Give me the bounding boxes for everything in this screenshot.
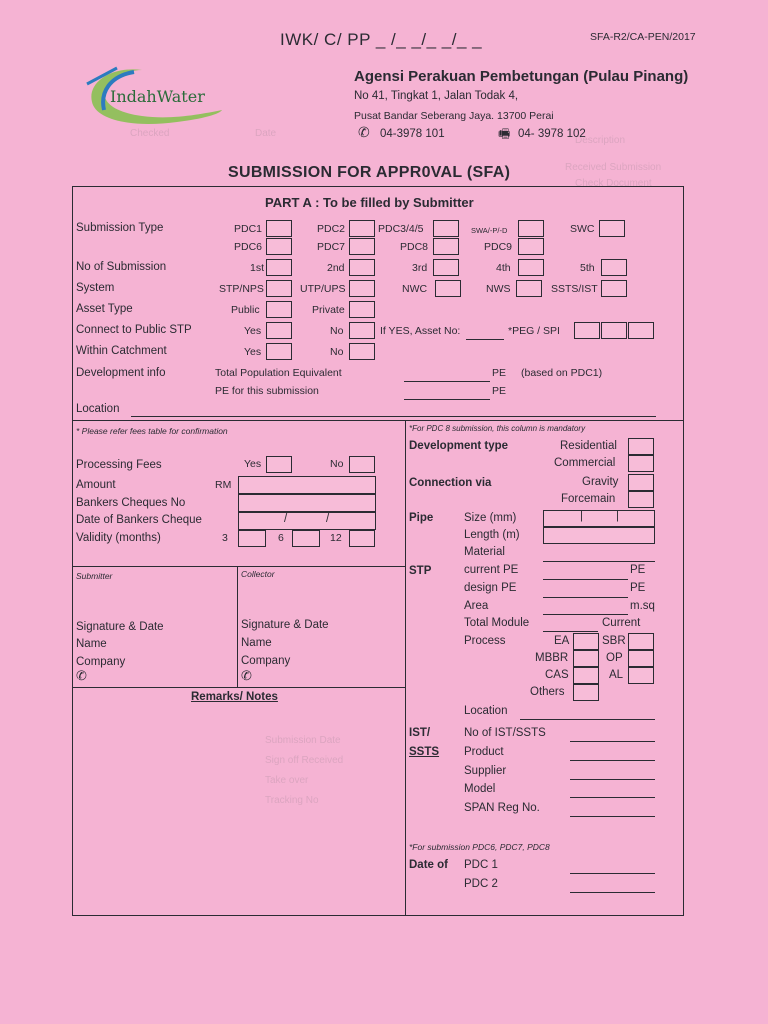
pdc6-label: PDC6 — [234, 241, 263, 253]
pipe-label: Pipe — [409, 512, 434, 524]
private-label: Private — [312, 304, 345, 316]
catchment-yes-label: Yes — [244, 346, 262, 358]
part-a-title: PART A : To be filled by Submitter — [265, 195, 474, 210]
nws-checkbox[interactable] — [516, 280, 542, 297]
peg-spi-checkbox-3[interactable] — [628, 322, 654, 339]
public-label: Public — [231, 304, 260, 316]
cheques-no-label: Bankers Cheques No — [76, 497, 186, 509]
private-checkbox[interactable] — [349, 301, 375, 318]
pipe-size-label: Size (mm) — [464, 512, 517, 524]
gravity-label: Gravity — [582, 476, 619, 488]
rm-label: RM — [215, 479, 232, 491]
submitter-company-label: Company — [76, 656, 126, 668]
connect-no-checkbox[interactable] — [349, 322, 375, 339]
total-module-field[interactable] — [543, 631, 598, 632]
catchment-yes-checkbox[interactable] — [266, 343, 292, 360]
amount-label: Amount — [76, 479, 116, 491]
pdc7-label: PDC7 — [317, 241, 346, 253]
phone-icon: ✆ — [358, 124, 370, 140]
validity-3-label: 3 — [222, 532, 228, 544]
no-ist-field[interactable] — [570, 741, 655, 742]
fourth-checkbox[interactable] — [518, 259, 544, 276]
nws-label: NWS — [486, 283, 511, 295]
fifth-label: 5th — [580, 262, 595, 274]
submission-type-label: Submission Type — [76, 222, 164, 234]
pdc1-date-label: PDC 1 — [464, 859, 498, 871]
op-label: OP — [606, 652, 623, 664]
commercial-label: Commercial — [554, 457, 616, 469]
first-label: 1st — [250, 262, 265, 274]
current-label: Current — [602, 617, 641, 629]
span-reg-label: SPAN Reg No. — [464, 802, 540, 814]
pe-submission-label: PE for this submission — [215, 385, 319, 397]
pdc1-checkbox[interactable] — [266, 220, 292, 237]
nwc-checkbox[interactable] — [435, 280, 461, 297]
address-line-1: No 41, Tingkat 1, Jalan Todak 4, — [354, 90, 519, 102]
validity-12-label: 12 — [330, 532, 342, 544]
asset-type-label: Asset Type — [76, 303, 133, 315]
asset-no-label: If YES, Asset No: — [380, 325, 461, 337]
validity-6-label: 6 — [278, 532, 284, 544]
signature-divider — [237, 566, 238, 687]
commercial-checkbox[interactable] — [628, 455, 654, 472]
submitter-name-label: Name — [76, 638, 107, 650]
amount-field[interactable] — [238, 476, 376, 494]
submitter-signature-label: Signature & Date — [76, 621, 164, 633]
indahwater-logo: IndahWater — [82, 62, 232, 130]
pipe-material-label: Material — [464, 546, 505, 558]
cheques-no-field[interactable] — [238, 494, 376, 512]
swa-label: SWA/-P/-D — [471, 226, 508, 235]
pdc7-checkbox[interactable] — [349, 238, 375, 255]
mbbr-checkbox[interactable] — [573, 650, 599, 667]
fourth-label: 4th — [496, 262, 511, 274]
total-pe-field[interactable] — [404, 381, 490, 382]
date-of-label: Date of — [409, 859, 448, 871]
current-pe-label: current PE — [464, 564, 519, 576]
pipe-size-field[interactable] — [543, 510, 655, 527]
peg-spi-checkbox-2[interactable] — [601, 322, 627, 339]
connect-yes-label: Yes — [244, 325, 262, 337]
no-of-submission-label: No of Submission — [76, 261, 167, 273]
no-ist-label: No of IST/SSTS — [464, 727, 546, 739]
product-field[interactable] — [570, 760, 655, 761]
connect-label: Connect to Public STP — [76, 324, 192, 336]
mbbr-label: MBBR — [535, 652, 569, 664]
org-name: Agensi Perakuan Pembetungan (Pulau Pinang) — [354, 68, 689, 85]
catchment-label: Within Catchment — [76, 345, 167, 357]
section-divider-1 — [72, 420, 684, 421]
others-checkbox[interactable] — [573, 684, 599, 701]
reference-number: IWK/ C/ PP _ /_ _/_ _/_ _ — [280, 30, 483, 49]
pe-submission-field[interactable] — [404, 399, 490, 400]
remarks-area[interactable] — [76, 708, 401, 912]
op-checkbox[interactable] — [628, 650, 654, 667]
fees-note: * Please refer fees table for confirmation — [76, 426, 228, 436]
pipe-size-separator-1: | — [580, 510, 583, 522]
swc-checkbox[interactable] — [599, 220, 625, 237]
pdc2-date-field[interactable] — [570, 892, 655, 893]
utp-ups-checkbox[interactable] — [349, 280, 375, 297]
forcemain-checkbox[interactable] — [628, 491, 654, 508]
supplier-field[interactable] — [570, 779, 655, 780]
form-title: SUBMISSION FOR APPR0VAL (SFA) — [228, 164, 511, 181]
pdc2-checkbox[interactable] — [349, 220, 375, 237]
cas-checkbox[interactable] — [573, 667, 599, 684]
second-checkbox[interactable] — [349, 259, 375, 276]
sbr-checkbox[interactable] — [628, 633, 654, 650]
pipe-material-field[interactable] — [543, 561, 655, 562]
ssts-ist-checkbox[interactable] — [601, 280, 627, 297]
processing-fees-label: Processing Fees — [76, 459, 162, 471]
current-pe-field[interactable] — [543, 579, 628, 580]
residential-checkbox[interactable] — [628, 438, 654, 455]
pdc9-label: PDC9 — [484, 241, 513, 253]
supplier-label: Supplier — [464, 765, 507, 777]
pe-note: (based on PDC1) — [521, 367, 603, 379]
cas-label: CAS — [545, 669, 569, 681]
pdc9-checkbox[interactable] — [518, 238, 544, 255]
pdc345-label: PDC3/4/5 — [378, 223, 424, 235]
validity-6-checkbox[interactable] — [292, 530, 320, 547]
peg-spi-label: *PEG / SPI — [508, 325, 560, 337]
development-type-label: Development type — [409, 440, 509, 452]
others-label: Others — [530, 686, 565, 698]
third-label: 3rd — [412, 262, 428, 274]
ea-checkbox[interactable] — [573, 633, 599, 650]
pdc1-label: PDC1 — [234, 223, 263, 235]
area-unit: m.sq — [630, 600, 655, 612]
submitter-heading: Submitter — [76, 571, 113, 581]
stp-label: STP — [409, 565, 432, 577]
validity-12-checkbox[interactable] — [349, 530, 375, 547]
catchment-no-label: No — [330, 346, 344, 358]
gravity-checkbox[interactable] — [628, 474, 654, 491]
cheque-date-field[interactable] — [238, 512, 376, 530]
pe-unit-2: PE — [492, 385, 507, 397]
pipe-length-field[interactable] — [543, 527, 655, 544]
span-reg-field[interactable] — [570, 816, 655, 817]
third-checkbox[interactable] — [433, 259, 459, 276]
address-line-2: Pusat Bandar Seberang Jaya. 13700 Perai — [354, 110, 554, 122]
stp-location-label: Location — [464, 705, 508, 717]
pdc8-label: PDC8 — [400, 241, 429, 253]
connect-yes-checkbox[interactable] — [266, 322, 292, 339]
fees-no-label: No — [330, 458, 344, 470]
current-pe-unit: PE — [630, 564, 646, 576]
public-checkbox[interactable] — [266, 301, 292, 318]
stp-nps-checkbox[interactable] — [266, 280, 292, 297]
development-info-label: Development info — [76, 367, 166, 379]
collector-signature-label: Signature & Date — [241, 619, 329, 631]
residential-label: Residential — [560, 440, 617, 452]
forcemain-label: Forcemain — [561, 493, 616, 505]
sbr-label: SBR — [602, 635, 626, 647]
pipe-length-label: Length (m) — [464, 529, 520, 541]
section-divider-2 — [72, 566, 406, 567]
product-label: Product — [464, 746, 504, 758]
al-label: AL — [609, 669, 624, 681]
fax-icon: 🖷 — [498, 126, 511, 141]
swa-checkbox[interactable] — [518, 220, 544, 237]
connection-via-label: Connection via — [409, 477, 492, 489]
collector-phone-icon: ✆ — [241, 668, 252, 683]
location-label: Location — [76, 403, 120, 415]
pdc2-label: PDC2 — [317, 223, 346, 235]
second-label: 2nd — [327, 262, 345, 274]
fees-yes-checkbox[interactable] — [266, 456, 292, 473]
stp-nps-label: STP/NPS — [219, 283, 264, 295]
pdc8-checkbox[interactable] — [433, 238, 459, 255]
ea-label: EA — [554, 635, 570, 647]
collector-name-label: Name — [241, 637, 272, 649]
system-label: System — [76, 282, 115, 294]
first-checkbox[interactable] — [266, 259, 292, 276]
area-field[interactable] — [543, 614, 628, 615]
fax-number: 04- 3978 102 — [518, 128, 586, 140]
pdc345-checkbox[interactable] — [433, 220, 459, 237]
pdc2-date-label: PDC 2 — [464, 878, 498, 890]
design-pe-unit: PE — [630, 582, 646, 594]
pdc-note: *For submission PDC6, PDC7, PDC8 — [409, 842, 550, 852]
utp-ups-label: UTP/UPS — [300, 283, 346, 295]
column-divider — [405, 420, 406, 916]
area-label: Area — [464, 600, 489, 612]
collector-company-label: Company — [241, 655, 291, 667]
total-pe-label: Total Population Equivalent — [215, 367, 342, 379]
design-pe-label: design PE — [464, 582, 517, 594]
validity-3-checkbox[interactable] — [238, 530, 266, 547]
pdc8-note: *For PDC 8 submission, this column is mandatory — [409, 424, 586, 433]
peg-spi-checkbox-1[interactable] — [574, 322, 600, 339]
fifth-checkbox[interactable] — [601, 259, 627, 276]
date-separator-1: / — [284, 513, 288, 525]
fees-no-checkbox[interactable] — [349, 456, 375, 473]
collector-heading: Collector — [241, 569, 275, 579]
design-pe-field[interactable] — [543, 597, 628, 598]
catchment-no-checkbox[interactable] — [349, 343, 375, 360]
total-module-label: Total Module — [464, 617, 530, 629]
pdc6-checkbox[interactable] — [266, 238, 292, 255]
section-divider-3 — [72, 687, 406, 688]
swc-label: SWC — [570, 223, 595, 235]
cheque-date-label: Date of Bankers Cheque — [76, 514, 202, 526]
date-separator-2: / — [326, 513, 330, 525]
model-field[interactable] — [570, 797, 655, 798]
document-code: SFA-R2/CA-PEN/2017 — [590, 31, 696, 43]
ist-label: IST/ — [409, 727, 431, 739]
nwc-label: NWC — [402, 283, 428, 295]
model-label: Model — [464, 783, 496, 795]
phone-number: 04-3978 101 — [380, 128, 445, 140]
remarks-heading: Remarks/ Notes — [191, 691, 278, 703]
process-label: Process — [464, 635, 506, 647]
stp-location-field[interactable] — [520, 719, 655, 720]
al-checkbox[interactable] — [628, 667, 654, 684]
validity-label: Validity (months) — [76, 532, 161, 544]
ssts-ist-label: SSTS/IST — [551, 283, 598, 295]
connect-no-label: No — [330, 325, 344, 337]
location-field[interactable] — [131, 416, 656, 417]
asset-no-field[interactable] — [466, 339, 504, 340]
pdc1-date-field[interactable] — [570, 873, 655, 874]
ssts-label: SSTS — [409, 746, 440, 758]
pe-unit-1: PE — [492, 367, 507, 379]
fees-yes-label: Yes — [244, 458, 262, 470]
pipe-size-separator-2: | — [616, 510, 619, 522]
submitter-phone-icon: ✆ — [76, 668, 87, 683]
